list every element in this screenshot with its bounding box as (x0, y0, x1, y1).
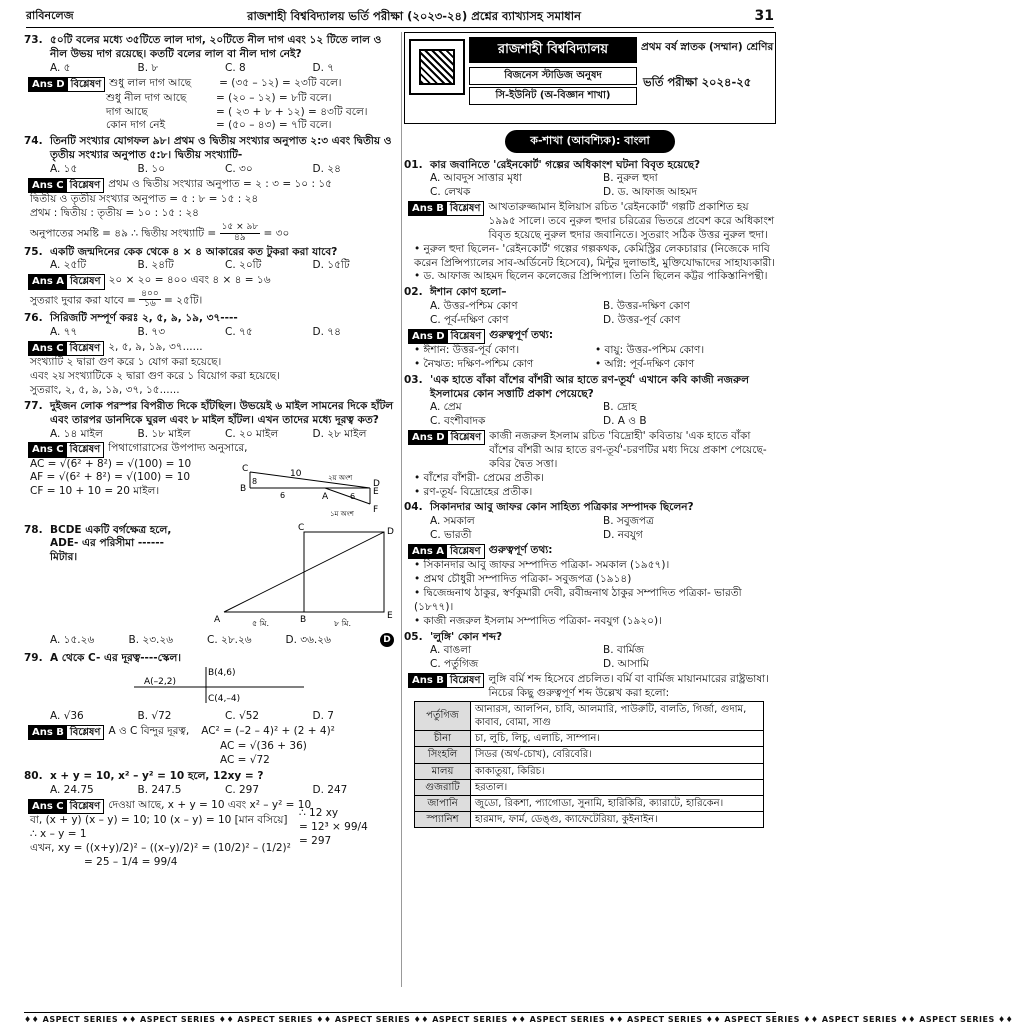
option-a: A. 24.75 (50, 783, 94, 796)
option-c: C. ২৮.২৬ (207, 633, 252, 646)
fraction (220, 223, 261, 244)
option-d: D. ২৪ (312, 163, 341, 176)
label-ten: 10 (290, 468, 302, 479)
solution-line: কোন দাগ নেই (106, 119, 166, 132)
option-c: C. ২০টি (225, 259, 262, 272)
answer-letter: C (56, 179, 64, 191)
solution-line: A ও C বিন্দুর দূরত্ব, (108, 725, 190, 738)
solution-line: = 297 (299, 835, 332, 848)
option-b: B. উত্তর-দক্ষিণ কোণ (603, 300, 690, 313)
question-01 (404, 159, 776, 285)
option-a: A. আবদুস সাত্তার মৃধা (430, 172, 522, 185)
label-a: A (322, 491, 329, 502)
bullet-item: • প্রমথ চৌধুরী সম্পাদিত পত্রিকা- সবুজপত্র (১৯১৪) (414, 573, 776, 587)
label-b: B (240, 483, 247, 494)
explain-label: বিশ্লেষণ (69, 727, 101, 739)
answer-box (28, 725, 104, 740)
question-text: সিরিজটি সম্পূর্ণ করঃ ২, ৫, ৯, ১৯, ৩৭---- (50, 312, 238, 325)
page-number: 31 (754, 8, 774, 25)
ans-word: Ans (32, 276, 53, 288)
answer-box (408, 544, 485, 559)
answer-box (408, 201, 484, 216)
solution-line: শুধু লাল দাগ আছে (109, 76, 192, 89)
answer-letter: A (436, 546, 445, 558)
option-a: A. ১৫.২৬ (50, 633, 95, 646)
question-number: 74. (24, 135, 43, 148)
label-c: C (242, 463, 249, 474)
question-text: একটি জন্মদিনের কেক থেকে ৪ × ৪ আকারের কত টুকরা করা যাবে? (50, 245, 338, 258)
question-74 (24, 135, 400, 243)
answer-box (28, 799, 104, 814)
question-number: 77. (24, 399, 43, 412)
label-ab: ৫ মি. (252, 618, 270, 628)
question-text: ৫০টি বলের মধ্যে ৩৫টিতে লাল দাগ, ২০টিতে নীল দাগ এবং ১২ টিতে লাল ও নীল উভয় দাগ রয়েছে। কতটি বলের লাল বা নীল দাগ নেই? (50, 34, 382, 60)
solution-line: পিথাগোরাসের উপপাদ্য অনুসারে, (108, 442, 248, 455)
solution-line: = 25 – 1/4 = 99/4 (84, 855, 178, 868)
square-diagram (200, 522, 400, 634)
option-c: C. পর্তুগিজ (430, 658, 479, 671)
bullet-item: • নৈঋত: দক্ষিণ-পশ্চিম কোণ (414, 358, 595, 372)
ans-word: Ans (412, 203, 433, 215)
question-76 (24, 312, 400, 397)
explain-label: বিশ্লেষণ (69, 800, 101, 812)
option-a: A. প্রেম (430, 401, 462, 414)
solution-line: = ( ২৩ + ৮ + ১২) = ৪৩টি বলে। (216, 105, 368, 118)
segment-af (325, 488, 370, 504)
denominator: ৪৯ (234, 232, 246, 243)
ans-word: Ans (32, 800, 53, 812)
option-c: C. 8 (225, 61, 246, 74)
question-text: ঈশান কোণ হলো– (430, 286, 507, 299)
solution-line: দেওয়া আছে, x + y = 10 এবং x² – y² = 10 (108, 798, 312, 811)
ans-word: Ans (32, 727, 53, 739)
ans-word: Ans (412, 675, 433, 687)
answer-circle: D (380, 633, 394, 647)
solution-line: = (২০ – ১২) = ৮টি বলে। (216, 91, 332, 104)
question-text: তিনটি সংখ্যার যোগফল ৯৮। প্রথম ও দ্বিতীয় সংখ্যার অনুপাত ২:৩ এবং দ্বিতীয় ও তৃতীয় সংখ্যার অনুপাত ৫:৮। দ্বিতীয় সংখ্যাটি- (50, 135, 392, 162)
option-c: C. লেখক (430, 186, 471, 199)
explain-label: বিশ্লেষণ (450, 432, 482, 444)
answer-letter: A (56, 276, 65, 288)
solution-line: সুতরাং, ২, ৫, ৯, ১৯, ৩৭, ১৫...... (30, 383, 180, 396)
option-c: C. ভারতী (430, 529, 472, 542)
question-text: A থেকে C- এর দূরত্ব----স্কেল। (50, 651, 182, 664)
question-73 (24, 34, 400, 133)
page-header (26, 6, 774, 28)
answer-letter: B (436, 675, 444, 687)
option-c: C. পূর্ব-দক্ষিণ কোণ (430, 313, 509, 326)
ans-word: Ans (32, 179, 53, 191)
option-a: A. ২৫টি (50, 259, 87, 272)
option-d: D. A ও B (603, 415, 647, 428)
bullet-item: • ড. আফাজ আহমদ ছিলেন কলেজের প্রিন্সিপ্যাল। তিনি ছিলেন কট্টর পাকিস্তানিপন্থী। (414, 270, 776, 284)
table-cell: সিডর (অর্থ-চোখ), বেরিবেরি। (471, 747, 764, 763)
option-c: C. ২০ মাইল (225, 427, 279, 440)
question-77 (24, 400, 400, 518)
option-c: C. ৩০ (225, 163, 253, 176)
question-02 (404, 286, 776, 371)
option-b: B. √72 (137, 710, 172, 723)
table-row (415, 779, 764, 795)
bullet-item: • নুরুল হুদা ছিলেন- 'রেইনকোর্ট' গল্পের গল্পকথক, কেমিস্ট্রির লেকচারার (নিজেকে দাবি করেন প্রিন্সিপ্যালের সাব-অর্ডিনেট হিসেবে), মিন্টুর দুলাভাই, মুক্তিযোদ্ধাদের সাহায্যকারী। (414, 243, 776, 271)
label-b: B (300, 614, 307, 625)
option-b: B. ২৪টি (137, 259, 174, 272)
faculty-label: বিজনেস স্টাডিজ অনুষদ (469, 67, 637, 85)
bullet-item: • কাজী নজরুল ইসলাম সম্পাদিত পত্রিকা- নবযুগ (১৯২০)। (414, 615, 776, 629)
label-e: E (387, 610, 393, 621)
page-title: রাজশাহী বিশ্ববিদ্যালয় ভর্তি পরীক্ষা (২০২৩-২৪) প্রশ্নের ব্যাখ্যাসহ সমাধান (247, 8, 581, 23)
option-a: A. ৫ (50, 61, 71, 74)
solution-line: ∴ x – y = 1 (30, 827, 87, 840)
option-b: B. ১০ (137, 163, 166, 176)
question-text: 'লুঙ্গি' কোন শব্দ? (430, 630, 503, 643)
denominator: ১৬ (144, 299, 156, 310)
option-d: D. ২৮ মাইল (312, 427, 367, 440)
label-six: 6 (280, 490, 286, 500)
solution-line: দাগ আছে (106, 105, 148, 118)
bullet-item: • বাঁশের বাঁশরী- প্রেমের প্রতীক। (414, 472, 776, 486)
label-eight: 8 (252, 476, 258, 486)
table-cell: সিংহলি (415, 747, 471, 763)
table-cell: পর্তুগিজ (415, 701, 471, 730)
answer-box (408, 673, 484, 688)
label-first-part: ১ম অংশ (330, 509, 354, 518)
option-d: D. ড. আফাজ আহমদ (603, 186, 697, 199)
option-c: C. বংশীবাদক (430, 415, 486, 428)
option-a: A. বাঙলা (430, 644, 472, 657)
option-a: A. ১৪ মাইল (50, 427, 103, 440)
table-cell: মালয় (415, 763, 471, 779)
table-cell: চীনা (415, 731, 471, 747)
option-c: C. 297 (225, 783, 260, 796)
question-03 (404, 374, 776, 500)
question-text: সিকানদার আবু জাফর কোন সাহিত্য পত্রিকার সম্পাদক ছিলেন? (430, 501, 694, 514)
explain-label: বিশ্লেষণ (450, 330, 482, 342)
bullet-item: • ঈশান: উত্তর-পূর্ব কোণ। (414, 344, 595, 358)
answer-box (28, 274, 105, 289)
label-f: F (373, 504, 379, 515)
table-cell: কাকাতুয়া, কিরিচ। (471, 763, 764, 779)
option-a: A. ১৫ (50, 163, 78, 176)
important-label: গুরুত্বপূর্ণ তথ্য: (489, 328, 554, 341)
label-a: A (214, 614, 221, 625)
question-78 (24, 522, 400, 650)
table-cell: জাপানি (415, 795, 471, 811)
answer-letter: C (56, 444, 64, 456)
option-d: D. ৭৪ (312, 326, 341, 339)
option-b: B. সবুজপত্র (603, 515, 654, 528)
solution-line: ২, ৫, ৯, ১৯, ৩৭...... (108, 341, 203, 354)
option-d: D. ৩৬.২৬ (285, 633, 331, 646)
table-row (415, 795, 764, 811)
numerator: ৪০০ (141, 288, 159, 299)
solution-line: AC² = (–2 – 4)² + (2 + 4)² (201, 725, 335, 738)
option-b: B. ৮ (137, 61, 159, 74)
solution-line: = 12³ × 99/4 (299, 821, 368, 834)
question-number: 04. (404, 501, 423, 514)
fraction (139, 290, 161, 311)
answer-letter: C (56, 343, 64, 355)
numerator: ১৫ × ৯৮ (221, 221, 259, 232)
option-d: D. আসামি (603, 658, 649, 671)
table-row (415, 747, 764, 763)
square-bcde (304, 532, 384, 612)
solution-line: = (৫০ – ৪৩) = ৭টি বলে। (216, 119, 332, 132)
solution-line: সুতরাং দুবার করা যাবে = (30, 293, 136, 306)
question-75 (24, 246, 400, 311)
label-c: C (298, 522, 305, 533)
first-year-label: প্রথম বর্ষ স্নাতক (সম্মান) শ্রেণির (641, 41, 774, 53)
answer-box (28, 442, 104, 457)
ans-word: Ans (412, 546, 433, 558)
option-b: B. দ্রোহ (603, 401, 637, 414)
explain-label: বিশ্লেষণ (69, 179, 101, 191)
question-number: 03. (404, 373, 423, 386)
ans-word: Ans (412, 432, 433, 444)
solution-line: ২০ × ২০ = ৪০০ এবং ৪ × ৪ = ১৬ (108, 274, 271, 287)
option-a: A. সমকাল (430, 515, 475, 528)
table-row (415, 812, 764, 828)
label-b: B(4,6) (208, 668, 236, 679)
label-six: 6 (350, 491, 356, 501)
answer-letter: C (56, 800, 64, 812)
question-text: দুইজন লোক পরস্পর বিপরীত দিকে হাঁটছিল। উভয়েই ৬ মাইল সামনের দিকে হাঁটল এবং তারপর ডানদিকে ঘুরল এবং ৮ মাইল হাঁটল। এখন তাদের মধ্যে দূরত্ব কত? (50, 399, 394, 426)
question-text: x + y = 10, x² – y² = 10 হলে, 12xy = ? (50, 770, 264, 783)
option-a: A. উত্তর-পশ্চিম কোণ (430, 300, 518, 313)
ans-word: Ans (32, 343, 53, 355)
table-cell: স্প্যানিশ (415, 812, 471, 828)
option-c: C. ৭৫ (225, 326, 253, 339)
option-b: B. বার্মিজ (603, 644, 644, 657)
exam-banner (404, 32, 776, 124)
loanword-table (414, 701, 764, 829)
table-cell: আনারস, আলপিন, চাবি, আলমারি, পাউরুটি, বালতি, গির্জা, গুদাম, কাবাব, বোমা, সাগু (471, 701, 764, 730)
answer-box (408, 329, 485, 344)
label-e: E (373, 486, 379, 497)
explain-label: বিশ্লেষণ (70, 78, 102, 90)
question-number: 05. (404, 630, 423, 643)
label-d: D (387, 526, 394, 537)
bullet-item: • দ্বিজেন্দ্রনাথ ঠাকুর, স্বর্ণকুমারী দেবী, রবীন্দ্রনাথ ঠাকুর সম্পাদিত পত্রিকা- ভারতী (১৮৭৭)। (414, 587, 776, 615)
explanation-text: আখতারুজ্জামান ইলিয়াস রচিত 'রেইনকোর্ট' গল্পটি প্রকাশিত হয় ১৯৯৫ সালে। তবে নুরুল হুদার চরিত্রের ভিতরে প্রবেশ করে অধিকাংশ বিবৃত হয়েছে নুরুল হুদার জবানিতে। সুতরাং সঠিক উত্তর নুরুল হুদা। (488, 201, 775, 241)
question-number: 76. (24, 312, 43, 325)
question-text: 'এক হাতে বাঁকা বাঁশের বাঁশরী আর হাতে রণ-তূর্য' এখানে কবি কাজী নজরুল ইসলামের কোন সত্তাটি প্রকাশ পেয়েছে? (430, 373, 749, 400)
solution-line: অনুপাতের সমষ্টি = ৪৯ ∴ দ্বিতীয় সংখ্যাটি = (30, 227, 220, 240)
label-be: ৮ মি. (334, 618, 352, 628)
explanation-text: লুঙ্গি বর্মি শব্দ হিসেবে প্রচলিত। বর্মি বা বার্মিজ মায়ানমারের রাষ্ট্রভাষা। নিচের কিছু গুরুত্বপূর্ণ শব্দ উল্লেখ করা হলো: (488, 673, 769, 699)
table-cell: গুজরাটি (415, 779, 471, 795)
answer-letter: B (56, 727, 64, 739)
answer-box (28, 341, 104, 356)
answer-box (28, 178, 104, 193)
option-d: D. ৭ (312, 61, 335, 74)
explain-label: বিশ্লেষণ (69, 444, 101, 456)
question-number: 79. (24, 651, 43, 664)
solution-line: বা, (x + y) (x – y) = 10; 10 (x – y) = 10 [মান বসিয়ে] (30, 813, 288, 826)
question-number: 80. (24, 770, 43, 783)
ans-word: Ans (32, 78, 53, 90)
coordinate-diagram (124, 665, 384, 705)
option-d: D. নবযুগ (603, 529, 643, 542)
answer-box (408, 430, 485, 445)
question-79 (24, 652, 400, 768)
university-name: রাজশাহী বিশ্ববিদ্যালয় (469, 37, 637, 63)
solution-line: এখন, xy = ((x+y)/2)² – ((x–y)/2)² = (10/2)² – (1/2)² (30, 841, 291, 854)
unit-label: সি-ইউনিট (অ-বিজ্ঞান শাখা) (469, 87, 637, 105)
question-text: কার জবানিতে 'রেইনকোর্ট' গল্পের অধিকাংশ ঘটনা বিবৃত হয়েছে? (430, 158, 701, 171)
solution-line: শুধু নীল দাগ আছে (106, 91, 187, 104)
table-cell: চা, লুচি, লিচু, এলাচি, সাম্পান। (471, 731, 764, 747)
solution-line: প্রথম : দ্বিতীয় : তৃতীয় = ১০ : ১৫ : ২৪ (30, 206, 199, 219)
ans-word: Ans (412, 330, 433, 342)
bullet-item: • অগ্নি: পূর্ব-দক্ষিণ কোণ (595, 358, 776, 372)
explanation-text: কাজী নজরুল ইসলাম রচিত 'বিদ্রোহী' কবিতায় 'এক হাতে বাঁকা বাঁশের বাঁশরী আর হাতে রণ-তূর্য'-চরণটির মধ্য দিয়ে প্রকাশ পেয়েছে- কবির দ্বৈত সত্তা। (489, 430, 767, 470)
option-b: B. নুরুল হুদা (603, 172, 658, 185)
solution-line: AF = √(6² + 8²) = √(100) = 10 (30, 471, 191, 484)
table-row (415, 763, 764, 779)
explain-label: বিশ্লেষণ (449, 675, 481, 687)
explain-label: বিশ্লেষণ (69, 343, 101, 355)
bullet-item: • সিকানদার আবু জাফর সম্পাদিত পত্রিকা- সমকাল (১৯৫৭)। (414, 559, 776, 573)
table-row (415, 701, 764, 730)
question-text: ADE- এর পরিসীমা ------ (50, 537, 164, 550)
walking-diagram (230, 458, 400, 518)
page-footer: ♦♦ ASPECT SERIES ♦♦ ASPECT SERIES ♦♦ ASPECT SERIES ♦♦ ASPECT SERIES ♦♦ ASPECT SERIES ♦♦ ASPECT SERIES ♦♦ ASPECT SERIES ♦♦ ASPECT SERIES ♦♦ ASPECT SERIES ♦♦ ASPECT SERIES ♦♦ (24, 1012, 776, 1028)
option-b: B. ৭৩ (137, 326, 166, 339)
exam-year-label: ভর্তি পরীক্ষা ২০২৪-২৫ (643, 75, 752, 89)
answer-box (28, 77, 105, 92)
answer-letter: D (436, 330, 445, 342)
solution-line: এবং ২য় সংখ্যাটিকে ২ দ্বারা গুণ করে ১ বিয়োগ করা হয়েছে। (30, 370, 280, 383)
option-d: D. ১৫টি (312, 259, 350, 272)
label-d: D (373, 478, 380, 489)
solution-line: CF = 10 + 10 = 20 মাইল। (30, 485, 160, 498)
question-04 (404, 501, 776, 628)
option-a: A. ৭৭ (50, 326, 78, 339)
option-b: B. 247.5 (137, 783, 182, 796)
solution-line: = ৩০ (263, 227, 290, 240)
solution-line: = ২৫টি। (164, 293, 203, 306)
question-number: 02. (404, 286, 423, 299)
table-cell: জুডো, রিকশা, প্যাগোডা, সুনামি, হারিকিরি, ক্যারাটে, হারিকেন। (471, 795, 764, 811)
question-number: 78. (24, 523, 43, 536)
option-d: D. উত্তর-পূর্ব কোণ (603, 313, 681, 326)
answer-letter: B (436, 203, 444, 215)
section-heading: ক-শাখা (আবশ্যিক): বাংলা (505, 130, 675, 153)
label-a: A(–2,2) (144, 677, 176, 688)
table-row (415, 731, 764, 747)
question-text: মিটার। (50, 551, 78, 564)
option-a: A. √36 (50, 710, 84, 723)
solution-line: = (৩৫ – ১২) = ২৩টি বলে। (219, 76, 342, 89)
option-d: D. 7 (312, 710, 334, 723)
column-divider (401, 32, 402, 987)
option-c: C. √52 (225, 710, 260, 723)
right-column (404, 32, 776, 990)
solution-line: প্রথম ও দ্বিতীয় সংখ্যার অনুপাত = ২ : ৩ = ১০ : ১৫ (108, 177, 332, 190)
solution-line: AC = √(6² + 8²) = √(100) = 10 (30, 457, 192, 470)
solution-line: সংখ্যাটি ২ দ্বারা গুণ করে ১ যোগ করা হয়েছে। (30, 356, 222, 369)
important-label: গুরুত্বপূর্ণ তথ্য: (488, 544, 553, 557)
bullet-item: • রণ-তূর্য- বিদ্রোহের প্রতীক। (414, 486, 776, 500)
solution-line: AC = √(36 + 36) (220, 740, 307, 753)
publisher-brand: রাবিনলেজ (26, 9, 74, 23)
question-number: 01. (404, 158, 423, 171)
bullet-item: • বায়ু: উত্তর-পশ্চিম কোণ। (595, 344, 776, 358)
answer-letter: D (436, 432, 445, 444)
table-cell: হরতাল। (471, 779, 764, 795)
option-b: B. ১৮ মাইল (137, 427, 191, 440)
option-d: D. 247 (312, 783, 348, 796)
explain-label: বিশ্লেষণ (449, 203, 481, 215)
question-number: 75. (24, 245, 43, 258)
ans-word: Ans (32, 444, 53, 456)
label-second-part: ২য় অংশ (328, 473, 353, 482)
explain-label: বিশ্লেষণ (70, 276, 101, 288)
question-text: BCDE একটি বর্গক্ষেত্র হলে, (50, 523, 172, 536)
answer-letter: D (56, 78, 65, 90)
question-05 (404, 631, 776, 829)
question-80 (24, 770, 400, 869)
question-number: 73. (24, 34, 43, 46)
option-b: B. ২৩.২৬ (128, 633, 174, 646)
left-column (24, 32, 400, 990)
explain-label: বিশ্লেষণ (450, 546, 481, 558)
solution-line: ∴ 12 xy (299, 807, 339, 820)
university-logo-icon (409, 39, 465, 95)
solution-line: দ্বিতীয় ও তৃতীয় সংখ্যার অনুপাত = ৫ : ৮ = ১৫ : ২৪ (30, 193, 259, 206)
solution-line: AC = √72 (220, 754, 270, 767)
label-c: C(4,–4) (208, 694, 241, 705)
table-cell: হারমাদ, ফার্ম, ডেঙ্গু, ক্যাফেটেরিয়া, কুইনাইন। (471, 812, 764, 828)
